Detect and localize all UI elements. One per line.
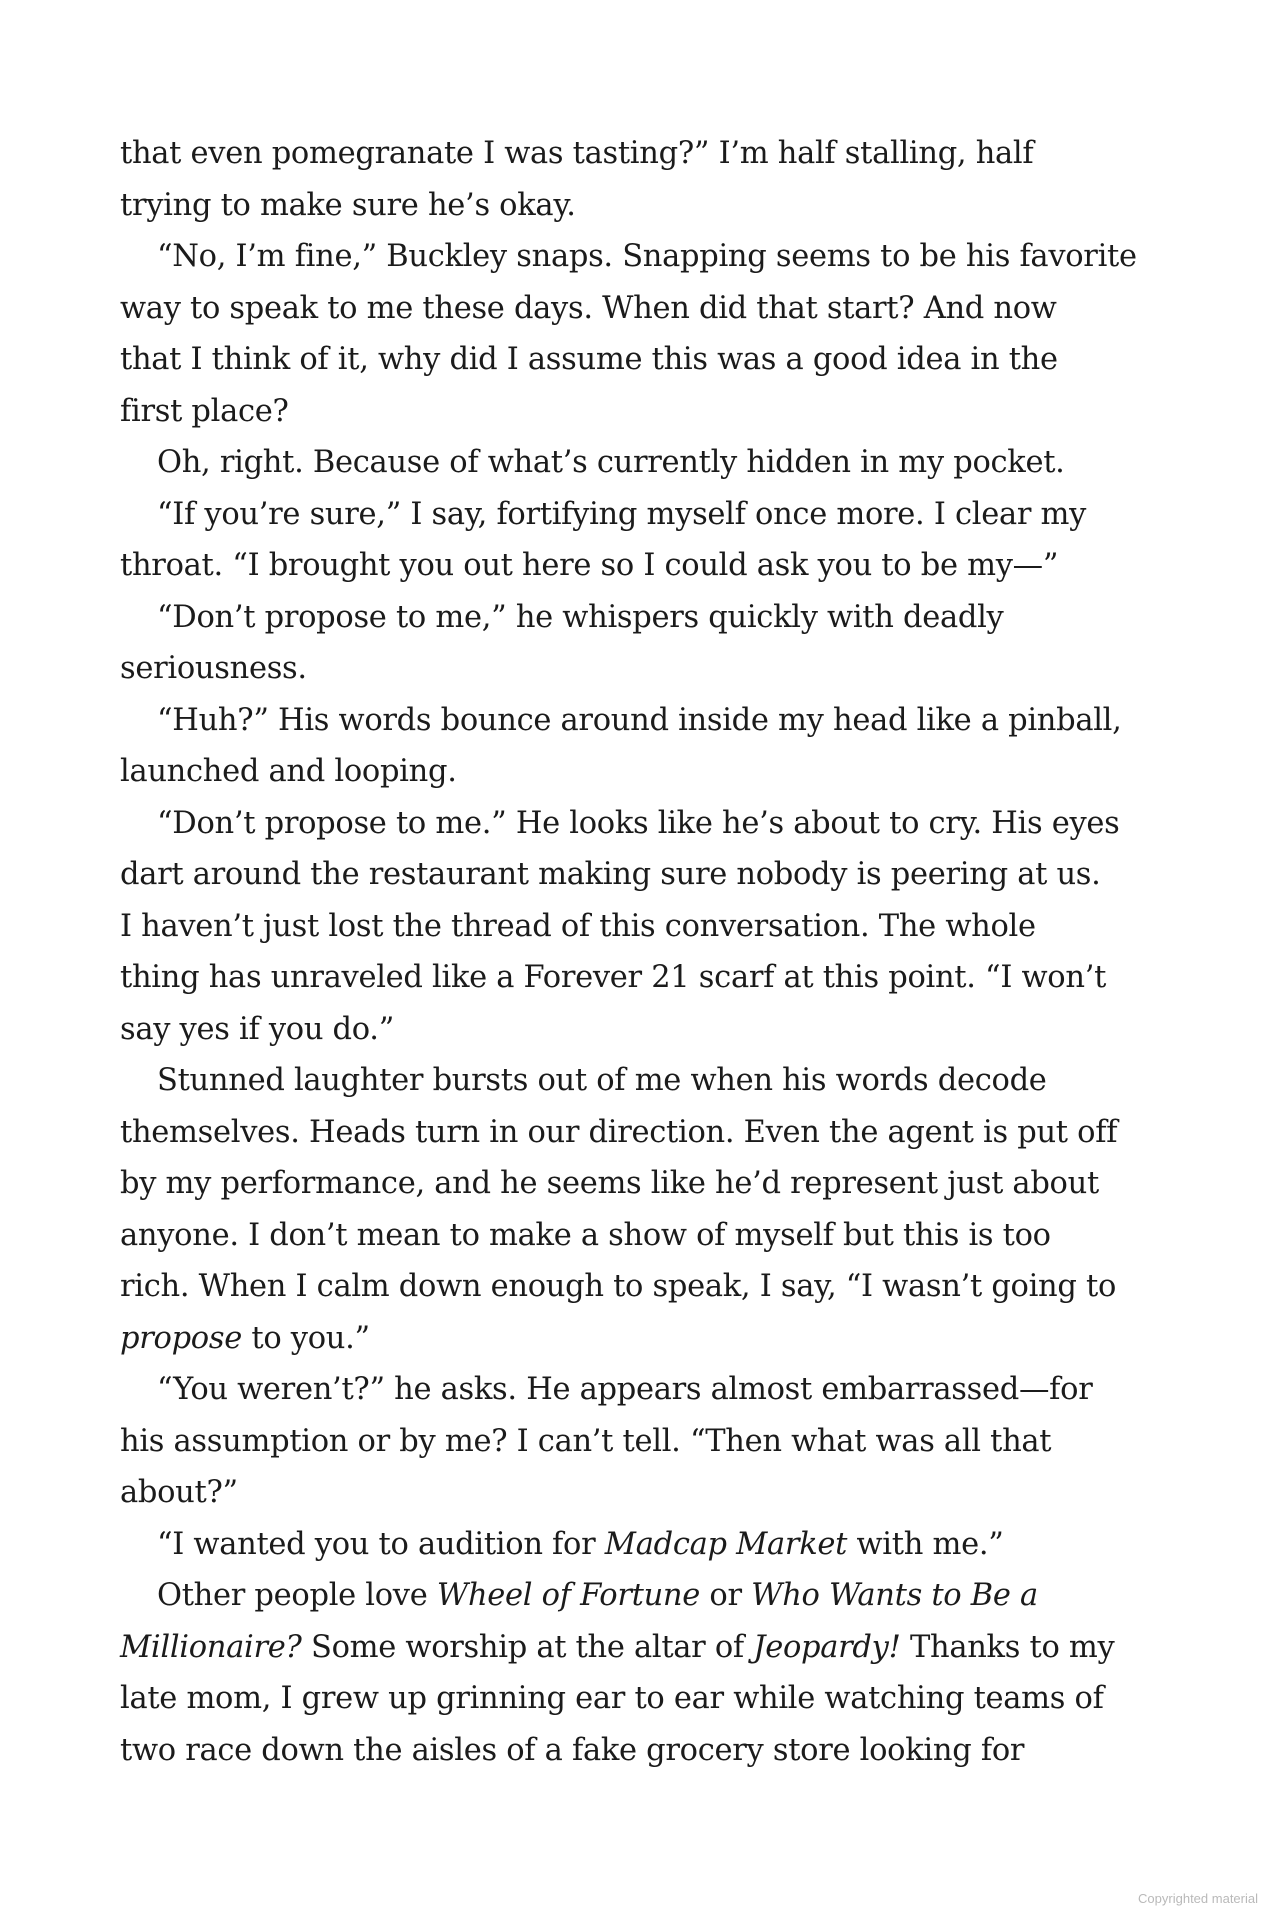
paragraph (120, 695, 1160, 798)
text-line (120, 1210, 1160, 1262)
text-run: themselves. Heads turn in our direction. Even the agent is put off (120, 1114, 1118, 1150)
text-run: throat. “I brought you out here so I could ask you to be my—” (120, 548, 1059, 583)
text-line (120, 1725, 1160, 1777)
text-line (120, 180, 1160, 232)
text-run: to you.” (241, 1320, 370, 1356)
text-run: that even pomegranate I was tasting?” I’m half stalling, half (120, 136, 1034, 171)
text-line (120, 695, 1160, 747)
text-line (120, 1622, 1160, 1674)
italic-text: Millionaire? (120, 1629, 302, 1665)
text-run: trying to make sure he’s okay. (120, 187, 576, 223)
text-line (120, 592, 1160, 644)
text-line (120, 437, 1160, 489)
text-run: Some worship at the altar of (301, 1629, 754, 1665)
text-run: first place? (120, 393, 289, 429)
text-line (120, 540, 1160, 592)
paragraph (120, 128, 1160, 231)
text-line (120, 1004, 1160, 1056)
text-run: late mom, I grew up grinning ear to ear while watching teams of (120, 1681, 1104, 1716)
text-run: anyone. I don’t mean to make a show of myself but this is too (120, 1217, 1051, 1253)
text-run: way to speak to me these days. When did that start? And now (120, 290, 1057, 326)
text-run: “Don’t propose to me.” He looks like he’s about to cry. His eyes (157, 805, 1120, 841)
text-line (120, 1467, 1160, 1519)
paragraph (120, 1519, 1160, 1571)
text-line (120, 1364, 1160, 1416)
text-run: thing has unraveled like a Forever 21 scarf at this point. “I won’t (120, 960, 1107, 995)
text-line (120, 1261, 1160, 1313)
text-run: with me.” (847, 1526, 1004, 1562)
paragraph (120, 1570, 1160, 1776)
text-run: dart around the restaurant making sure nobody is peering at us. (120, 857, 1101, 892)
italic-text: propose (120, 1320, 242, 1356)
text-line (120, 231, 1160, 283)
text-run: I haven’t just lost the thread of this conversation. The whole (120, 908, 1036, 944)
text-run: “If you’re sure,” I say, fortifying myself once more. I clear my (157, 496, 1087, 532)
text-run: “Don’t propose to me,” he whispers quickly with deadly (157, 599, 1004, 635)
text-run: Thanks to my (900, 1629, 1115, 1665)
text-line (120, 1519, 1160, 1571)
text-line (120, 901, 1160, 953)
text-run: “Huh?” His words bounce around inside my head like a pinball, (157, 702, 1122, 738)
text-run: about?” (120, 1475, 238, 1510)
text-line (120, 643, 1160, 695)
text-run: Stunned laughter bursts out of me when his words decode (157, 1063, 1047, 1098)
italic-text: Jeopardy! (753, 1629, 901, 1665)
text-line (120, 1313, 1160, 1365)
text-run: that I think of it, why did I assume this was a good idea in the (120, 342, 1058, 377)
text-line (120, 128, 1160, 180)
text-run: say yes if you do.” (120, 1011, 394, 1047)
text-line (120, 952, 1160, 1004)
text-line (120, 489, 1160, 541)
paragraph (120, 798, 1160, 1056)
text-line (120, 1570, 1160, 1622)
paragraph (120, 437, 1160, 489)
text-run: “You weren’t?” he asks. He appears almost embarrassed—for (157, 1372, 1093, 1407)
paragraph (120, 1364, 1160, 1519)
text-run: his assumption or by me? I can’t tell. “Then what was all that (120, 1423, 1052, 1459)
text-run: two race down the aisles of a fake grocery store looking for (120, 1732, 1025, 1768)
text-line (120, 798, 1160, 850)
text-run: Oh, right. Because of what’s currently hidden in my pocket. (157, 445, 1065, 480)
copyright-watermark: Copyrighted material (1138, 1891, 1258, 1906)
paragraph (120, 489, 1160, 592)
text-line (120, 1158, 1160, 1210)
italic-text: Wheel of Fortune (436, 1578, 701, 1613)
paragraph (120, 231, 1160, 437)
text-line (120, 1055, 1160, 1107)
body-text (120, 128, 1160, 1776)
text-line (120, 386, 1160, 438)
paragraph (120, 592, 1160, 695)
text-run: seriousness. (120, 651, 307, 686)
text-run: by my performance, and he seems like he’d represent just about (120, 1166, 1099, 1201)
text-line (120, 1673, 1160, 1725)
text-run: Other people love (157, 1578, 437, 1613)
text-run: rich. When I calm down enough to speak, I say, “I wasn’t going to (120, 1269, 1117, 1304)
italic-text: Who Wants to Be a (751, 1578, 1038, 1613)
text-run: “No, I’m fine,” Buckley snaps. Snapping seems to be his favorite (157, 239, 1137, 274)
text-run: or (700, 1578, 752, 1613)
text-line (120, 849, 1160, 901)
text-run: launched and looping. (120, 754, 457, 789)
text-line (120, 1416, 1160, 1468)
paragraph (120, 1055, 1160, 1364)
text-line (120, 334, 1160, 386)
text-line (120, 1107, 1160, 1159)
italic-text: Madcap Market (604, 1526, 848, 1562)
text-line (120, 746, 1160, 798)
text-line (120, 283, 1160, 335)
text-run: “I wanted you to audition for (157, 1526, 605, 1562)
